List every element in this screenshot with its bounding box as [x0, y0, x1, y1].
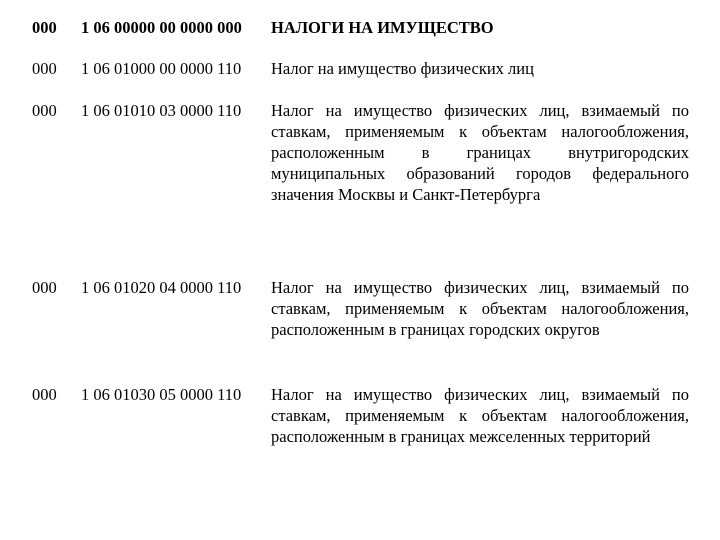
income-name: Налог на имущество физических лиц: [271, 59, 534, 78]
kbk-code: 1 06 01020 04 0000 110: [81, 278, 242, 297]
kbk-code: 1 06 01000 00 0000 110: [81, 59, 242, 78]
kbk-code: 1 06 00000 00 0000 000: [81, 18, 242, 37]
income-name: Налог на имущество физических лиц, взимаемый по ставкам, применяемым к объектам налогообложения, расположенным в границах межселенных территорий: [271, 385, 689, 446]
income-name: Налог на имущество физических лиц, взимаемый по ставкам, применяемым к объектам налогообложения, расположенным в границах городских округов: [271, 278, 689, 339]
income-name: НАЛОГИ НА ИМУЩЕСТВО: [271, 18, 494, 37]
admin-code: 000: [32, 278, 57, 297]
admin-code: 000: [32, 385, 57, 404]
admin-code: 000: [32, 18, 57, 37]
admin-code: 000: [32, 59, 57, 78]
kbk-code: 1 06 01030 05 0000 110: [81, 385, 242, 404]
kbk-code: 1 06 01010 03 0000 110: [81, 101, 242, 120]
income-name: Налог на имущество физических лиц, взимаемый по ставкам, применяемым к объектам налогообложения, расположенным в границах внутригородских муниципальных образований городов федерального значения Москвы и Санкт-Петербурга: [271, 101, 689, 204]
admin-code: 000: [32, 101, 57, 120]
